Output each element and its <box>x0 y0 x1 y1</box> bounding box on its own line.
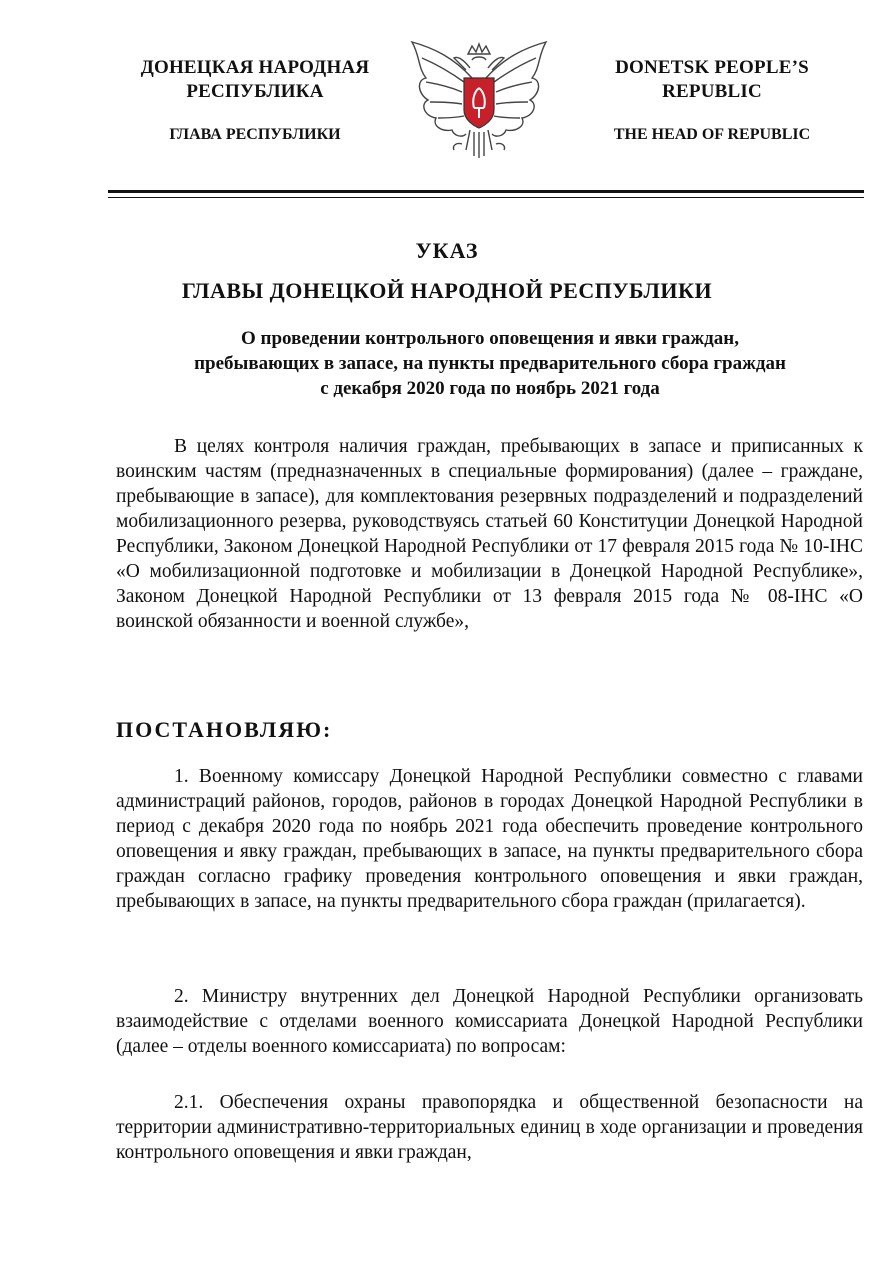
preamble-paragraph: В целях контроля наличия граждан, пребывающих в запасе и приписанных к воинским частям (предназначенных в специальные формирования) (далее – граждане, пребывающие в запасе), для комплектования резервных подразделений и подразделений мобилизационного резерва, руководствуясь статьей 60 Конституции Донецкой Народной Республики, Законом Донецкой Народной Республики от 17 февраля 2015 года № 10-IНС «О мобилизационной подготовке и мобилизации в Донецкой Народной Республике», Законом Донецкой Народной Республики от 13 февраля 2015 года № 08-IНС «О воинской обязанности и военной службе», <box>116 436 863 632</box>
document-issuer-title: ГЛАВЫ ДОНЕЦКОЙ НАРОДНОЙ РЕСПУБЛИКИ <box>181 278 713 303</box>
clause-1-paragraph: 1. Военному комиссару Донецкой Народной Республики совместно с главами администраций районов, городов, районов в городах Донецкой Народной Республики в период с декабря 2020 года по ноябрь 2021 года обеспечить проведение контрольного оповещения и явку граждан, пребывающих в запасе, на пункты предварительного сбора граждан согласно графику проведения контрольного оповещения и явки граждан, пребывающих в запасе, на пункты предварительного сбора граждан (прилагается). <box>116 766 863 912</box>
decree-word: ПОСТАНОВЛЯЮ: <box>116 717 333 742</box>
subject-line3: с декабря 2020 года по ноябрь 2021 года <box>320 378 660 399</box>
header-right-subtitle: THE HEAD OF REPUBLIC <box>613 126 811 143</box>
header-left-line1: ДОНЕЦКАЯ НАРОДНАЯ <box>140 57 370 78</box>
header-rule-thin <box>108 197 864 198</box>
header-left-title <box>110 56 400 104</box>
header-right-line2: REPUBLIC <box>662 81 762 102</box>
header-right-title <box>577 56 847 104</box>
header-rule-thick <box>108 190 864 193</box>
clause-2-paragraph: 2. Министру внутренних дел Донецкой Народной Республики организовать взаимодействие с отделами военного комиссариата Донецкой Народной Республики (далее – отделы военного комиссариата) по вопросам: <box>116 986 863 1057</box>
header-left-line2: РЕСПУБЛИКА <box>186 81 324 102</box>
document-type-title: УКАЗ <box>415 238 479 263</box>
subject-line2: пребывающих в запасе, на пункты предварительного сбора граждан <box>194 353 786 374</box>
coat-of-arms-icon <box>404 38 554 162</box>
document-subject <box>110 326 870 401</box>
subject-line1: О проведении контрольного оповещения и явки граждан, <box>241 328 739 349</box>
clause-2-1-paragraph: 2.1. Обеспечения охраны правопорядка и общественной безопасности на территории административно-территориальных единиц в ходе организации и проведения контрольного оповещения и явки граждан, <box>116 1092 863 1163</box>
header-left-subtitle: ГЛАВА РЕСПУБЛИКИ <box>169 126 341 143</box>
header-right-line1: DONETSK PEOPLE’S <box>615 57 809 78</box>
